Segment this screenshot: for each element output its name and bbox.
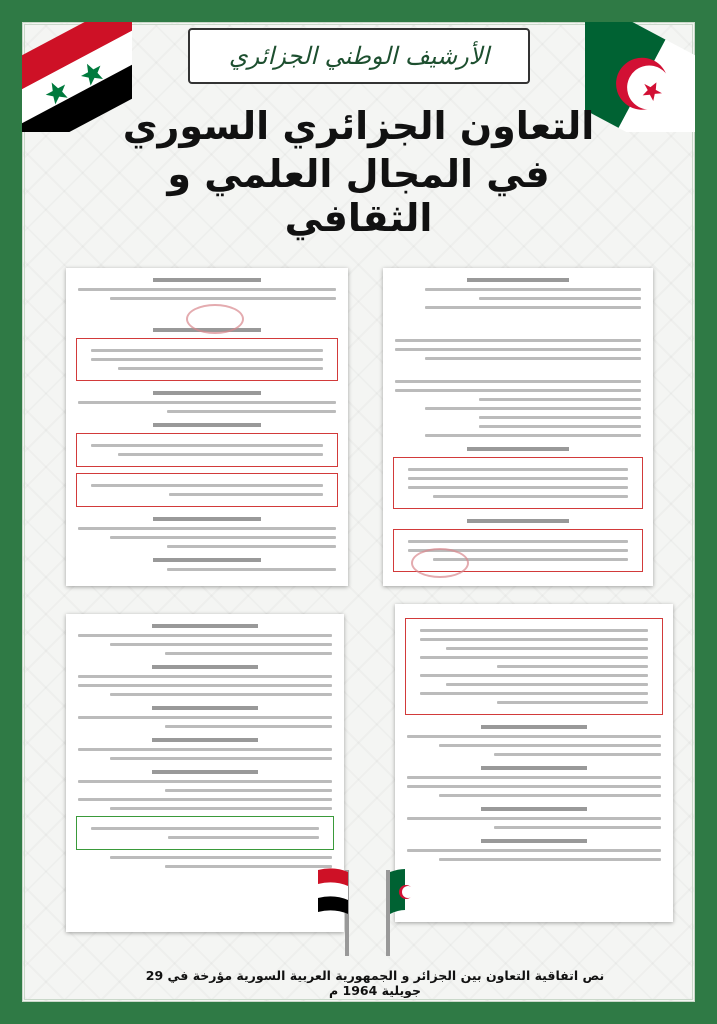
stamp bbox=[411, 548, 469, 578]
document-page-bottom-right bbox=[395, 604, 673, 922]
stamp bbox=[186, 304, 244, 334]
document-page-bottom-left bbox=[66, 614, 344, 932]
highlight-box bbox=[76, 473, 338, 507]
logo-text: الأرشيف الوطني الجزائري bbox=[228, 42, 490, 70]
highlight-box bbox=[393, 457, 643, 509]
highlight-box bbox=[76, 338, 338, 381]
page-title-line1: التعاون الجزائري السوري bbox=[122, 104, 595, 148]
highlight-box bbox=[405, 618, 663, 715]
syria-desk-flag-icon bbox=[318, 866, 350, 922]
highlight-box bbox=[76, 433, 338, 467]
document-caption: نص اتفاقية التعاون بين الجزائر و الجمهورية العربية السورية مؤرخة في 29 جويلية 1964 م bbox=[145, 968, 605, 998]
highlight-box bbox=[76, 816, 334, 850]
document-page-top-right bbox=[383, 268, 653, 586]
algeria-desk-flag-icon bbox=[390, 866, 422, 922]
page-title-line2: في المجال العلمي و الثقافي bbox=[167, 152, 550, 240]
national-archives-logo bbox=[188, 28, 530, 84]
document-page-top-left bbox=[66, 268, 348, 586]
